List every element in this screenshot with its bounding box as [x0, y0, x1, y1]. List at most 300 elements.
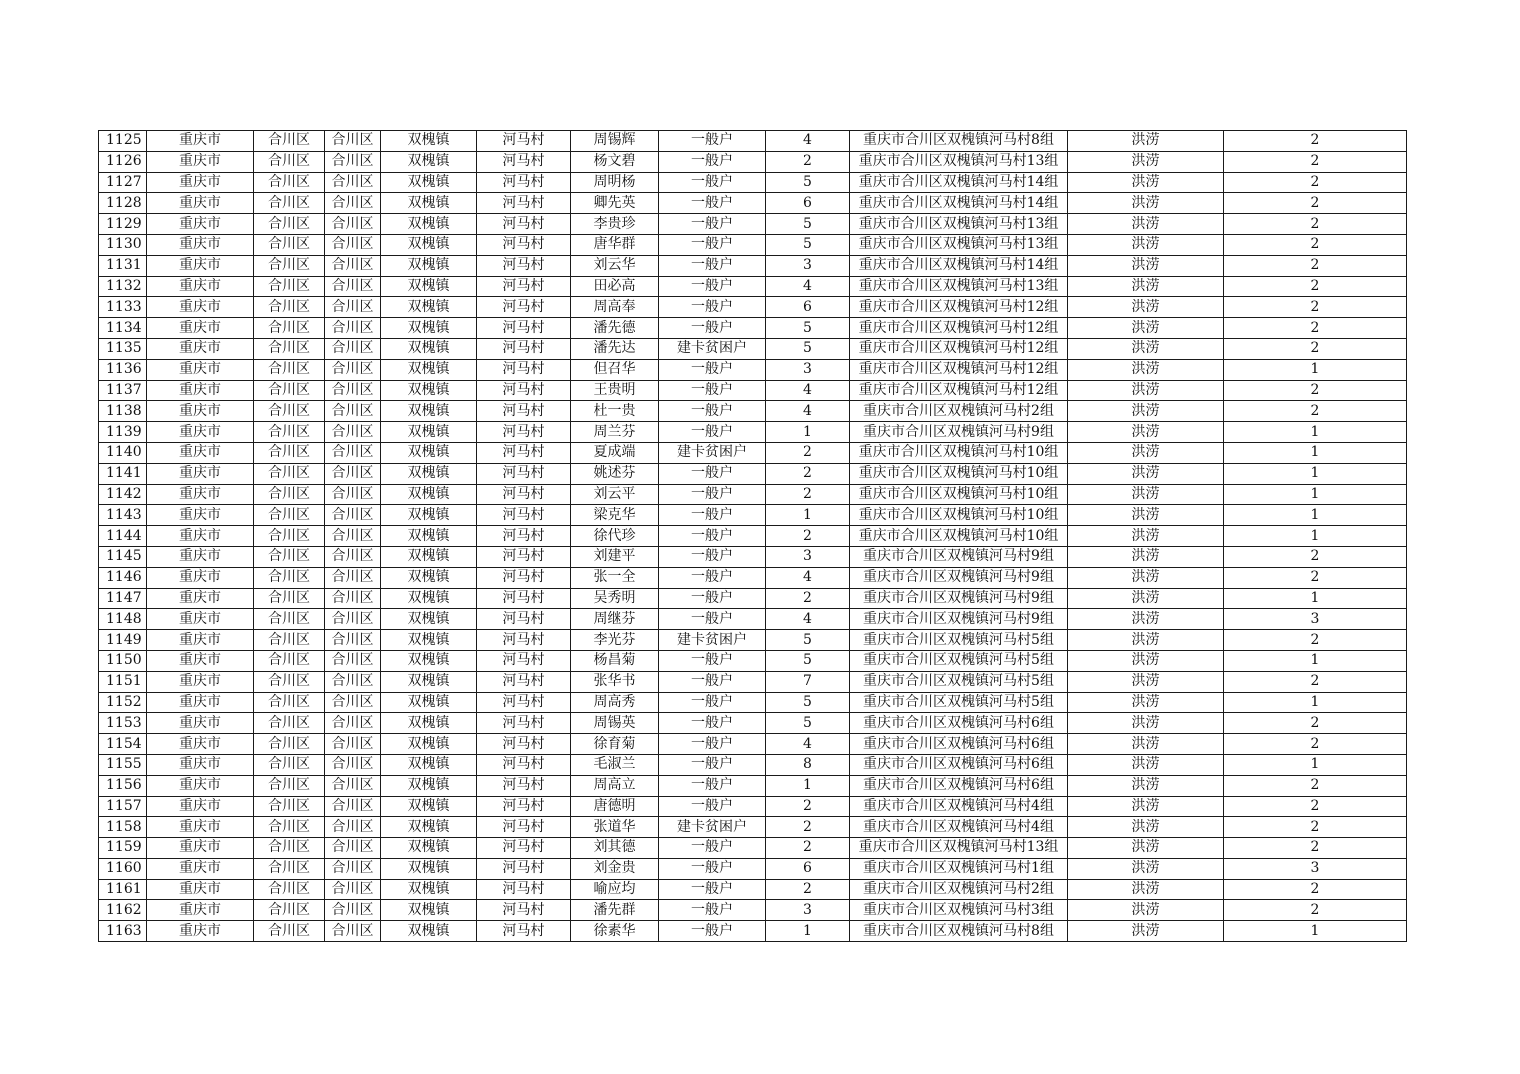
village-cell: 河马村 — [477, 754, 571, 775]
name-cell: 徐代珍 — [571, 526, 659, 547]
town-cell: 双槐镇 — [381, 380, 477, 401]
village-cell: 河马村 — [477, 338, 571, 359]
county-cell: 合川区 — [325, 858, 381, 879]
disaster-type-cell: 洪涝 — [1068, 214, 1224, 235]
address-cell: 重庆市合川区双槐镇河马村9组 — [850, 588, 1068, 609]
household-type-cell: 一般户 — [659, 380, 766, 401]
county-cell: 合川区 — [325, 650, 381, 671]
district-cell: 合川区 — [254, 442, 325, 463]
household-type-cell: 一般户 — [659, 692, 766, 713]
household-type-cell: 一般户 — [659, 151, 766, 172]
town-cell: 双槐镇 — [381, 546, 477, 567]
table-row — [99, 734, 1407, 755]
name-cell: 卿先英 — [571, 193, 659, 214]
district-cell: 合川区 — [254, 422, 325, 443]
district-cell: 合川区 — [254, 775, 325, 796]
damage-level-cell: 1 — [1224, 921, 1407, 942]
table-row — [99, 713, 1407, 734]
seq-cell: 1140 — [99, 442, 147, 463]
name-cell: 杨文碧 — [571, 151, 659, 172]
name-cell: 刘建平 — [571, 546, 659, 567]
disaster-type-cell: 洪涝 — [1068, 338, 1224, 359]
table-row — [99, 214, 1407, 235]
name-cell: 吴秀明 — [571, 588, 659, 609]
seq-cell: 1154 — [99, 734, 147, 755]
name-cell: 梁克华 — [571, 505, 659, 526]
table-row — [99, 858, 1407, 879]
village-cell: 河马村 — [477, 526, 571, 547]
disaster-type-cell: 洪涝 — [1068, 713, 1224, 734]
village-cell: 河马村 — [477, 796, 571, 817]
name-cell: 杜一贵 — [571, 401, 659, 422]
member-count-cell: 6 — [766, 297, 850, 318]
village-cell: 河马村 — [477, 276, 571, 297]
village-cell: 河马村 — [477, 380, 571, 401]
seq-cell: 1147 — [99, 588, 147, 609]
address-cell: 重庆市合川区双槐镇河马村6组 — [850, 713, 1068, 734]
city-cell: 重庆市 — [147, 630, 254, 651]
village-cell: 河马村 — [477, 900, 571, 921]
address-cell: 重庆市合川区双槐镇河马村9组 — [850, 567, 1068, 588]
city-cell: 重庆市 — [147, 484, 254, 505]
table-row — [99, 609, 1407, 630]
address-cell: 重庆市合川区双槐镇河马村5组 — [850, 650, 1068, 671]
disaster-type-cell: 洪涝 — [1068, 505, 1224, 526]
county-cell: 合川区 — [325, 692, 381, 713]
city-cell: 重庆市 — [147, 546, 254, 567]
disaster-type-cell: 洪涝 — [1068, 588, 1224, 609]
village-cell: 河马村 — [477, 442, 571, 463]
town-cell: 双槐镇 — [381, 484, 477, 505]
member-count-cell: 3 — [766, 900, 850, 921]
table-row — [99, 796, 1407, 817]
city-cell: 重庆市 — [147, 401, 254, 422]
disaster-type-cell: 洪涝 — [1068, 692, 1224, 713]
address-cell: 重庆市合川区双槐镇河马村4组 — [850, 796, 1068, 817]
district-cell: 合川区 — [254, 692, 325, 713]
member-count-cell: 5 — [766, 338, 850, 359]
city-cell: 重庆市 — [147, 318, 254, 339]
household-type-cell: 一般户 — [659, 775, 766, 796]
household-type-cell: 一般户 — [659, 422, 766, 443]
address-cell: 重庆市合川区双槐镇河马村12组 — [850, 359, 1068, 380]
table-row — [99, 380, 1407, 401]
household-type-cell: 一般户 — [659, 879, 766, 900]
member-count-cell: 4 — [766, 609, 850, 630]
member-count-cell: 3 — [766, 255, 850, 276]
seq-cell: 1152 — [99, 692, 147, 713]
seq-cell: 1151 — [99, 671, 147, 692]
district-cell: 合川区 — [254, 255, 325, 276]
county-cell: 合川区 — [325, 526, 381, 547]
district-cell: 合川区 — [254, 234, 325, 255]
city-cell: 重庆市 — [147, 817, 254, 838]
city-cell: 重庆市 — [147, 796, 254, 817]
address-cell: 重庆市合川区双槐镇河马村4组 — [850, 817, 1068, 838]
address-cell: 重庆市合川区双槐镇河马村3组 — [850, 900, 1068, 921]
address-cell: 重庆市合川区双槐镇河马村10组 — [850, 526, 1068, 547]
disaster-type-cell: 洪涝 — [1068, 900, 1224, 921]
district-cell: 合川区 — [254, 713, 325, 734]
household-type-cell: 一般户 — [659, 546, 766, 567]
disaster-type-cell: 洪涝 — [1068, 650, 1224, 671]
seq-cell: 1127 — [99, 172, 147, 193]
household-type-cell: 一般户 — [659, 858, 766, 879]
damage-level-cell: 3 — [1224, 858, 1407, 879]
damage-level-cell: 2 — [1224, 318, 1407, 339]
town-cell: 双槐镇 — [381, 338, 477, 359]
village-cell: 河马村 — [477, 879, 571, 900]
village-cell: 河马村 — [477, 671, 571, 692]
damage-level-cell: 1 — [1224, 588, 1407, 609]
member-count-cell: 2 — [766, 526, 850, 547]
seq-cell: 1162 — [99, 900, 147, 921]
household-type-cell: 一般户 — [659, 796, 766, 817]
damage-level-cell: 2 — [1224, 234, 1407, 255]
county-cell: 合川区 — [325, 131, 381, 152]
district-cell: 合川区 — [254, 318, 325, 339]
disaster-type-cell: 洪涝 — [1068, 838, 1224, 859]
district-cell: 合川区 — [254, 546, 325, 567]
village-cell: 河马村 — [477, 775, 571, 796]
town-cell: 双槐镇 — [381, 734, 477, 755]
city-cell: 重庆市 — [147, 276, 254, 297]
address-cell: 重庆市合川区双槐镇河马村10组 — [850, 442, 1068, 463]
village-cell: 河马村 — [477, 692, 571, 713]
disaster-type-cell: 洪涝 — [1068, 193, 1224, 214]
district-cell: 合川区 — [254, 297, 325, 318]
name-cell: 李光芬 — [571, 630, 659, 651]
table-row — [99, 401, 1407, 422]
member-count-cell: 6 — [766, 193, 850, 214]
household-type-cell: 建卡贫困户 — [659, 817, 766, 838]
address-cell: 重庆市合川区双槐镇河马村13组 — [850, 276, 1068, 297]
city-cell: 重庆市 — [147, 380, 254, 401]
town-cell: 双槐镇 — [381, 234, 477, 255]
name-cell: 唐华群 — [571, 234, 659, 255]
disaster-type-cell: 洪涝 — [1068, 131, 1224, 152]
household-type-cell: 一般户 — [659, 588, 766, 609]
town-cell: 双槐镇 — [381, 401, 477, 422]
village-cell: 河马村 — [477, 630, 571, 651]
district-cell: 合川区 — [254, 900, 325, 921]
disaster-type-cell: 洪涝 — [1068, 858, 1224, 879]
disaster-type-cell: 洪涝 — [1068, 630, 1224, 651]
town-cell: 双槐镇 — [381, 442, 477, 463]
address-cell: 重庆市合川区双槐镇河马村13组 — [850, 151, 1068, 172]
district-cell: 合川区 — [254, 609, 325, 630]
damage-level-cell: 1 — [1224, 754, 1407, 775]
seq-cell: 1128 — [99, 193, 147, 214]
address-cell: 重庆市合川区双槐镇河马村9组 — [850, 422, 1068, 443]
seq-cell: 1135 — [99, 338, 147, 359]
address-cell: 重庆市合川区双槐镇河马村2组 — [850, 879, 1068, 900]
name-cell: 毛淑兰 — [571, 754, 659, 775]
damage-level-cell: 2 — [1224, 276, 1407, 297]
disaster-type-cell: 洪涝 — [1068, 775, 1224, 796]
address-cell: 重庆市合川区双槐镇河马村5组 — [850, 630, 1068, 651]
district-cell: 合川区 — [254, 879, 325, 900]
disaster-type-cell: 洪涝 — [1068, 921, 1224, 942]
seq-cell: 1141 — [99, 463, 147, 484]
table-row — [99, 359, 1407, 380]
county-cell: 合川区 — [325, 817, 381, 838]
county-cell: 合川区 — [325, 734, 381, 755]
town-cell: 双槐镇 — [381, 796, 477, 817]
damage-level-cell: 2 — [1224, 151, 1407, 172]
name-cell: 周锡辉 — [571, 131, 659, 152]
county-cell: 合川区 — [325, 255, 381, 276]
member-count-cell: 5 — [766, 172, 850, 193]
damage-level-cell: 2 — [1224, 193, 1407, 214]
damage-level-cell: 2 — [1224, 255, 1407, 276]
county-cell: 合川区 — [325, 900, 381, 921]
damage-level-cell: 2 — [1224, 131, 1407, 152]
county-cell: 合川区 — [325, 214, 381, 235]
address-cell: 重庆市合川区双槐镇河马村10组 — [850, 463, 1068, 484]
district-cell: 合川区 — [254, 151, 325, 172]
city-cell: 重庆市 — [147, 900, 254, 921]
village-cell: 河马村 — [477, 713, 571, 734]
household-type-cell: 一般户 — [659, 900, 766, 921]
village-cell: 河马村 — [477, 921, 571, 942]
city-cell: 重庆市 — [147, 526, 254, 547]
table-row — [99, 172, 1407, 193]
member-count-cell: 4 — [766, 380, 850, 401]
name-cell: 张道华 — [571, 817, 659, 838]
table-row — [99, 775, 1407, 796]
member-count-cell: 2 — [766, 151, 850, 172]
damage-level-cell: 2 — [1224, 775, 1407, 796]
damage-level-cell: 2 — [1224, 214, 1407, 235]
household-type-cell: 一般户 — [659, 297, 766, 318]
town-cell: 双槐镇 — [381, 526, 477, 547]
member-count-cell: 5 — [766, 692, 850, 713]
county-cell: 合川区 — [325, 380, 381, 401]
seq-cell: 1146 — [99, 567, 147, 588]
damage-level-cell: 1 — [1224, 692, 1407, 713]
household-table — [98, 130, 1407, 942]
name-cell: 徐素华 — [571, 921, 659, 942]
address-cell: 重庆市合川区双槐镇河马村5组 — [850, 692, 1068, 713]
city-cell: 重庆市 — [147, 567, 254, 588]
city-cell: 重庆市 — [147, 650, 254, 671]
town-cell: 双槐镇 — [381, 193, 477, 214]
damage-level-cell: 2 — [1224, 817, 1407, 838]
district-cell: 合川区 — [254, 754, 325, 775]
name-cell: 潘先德 — [571, 318, 659, 339]
town-cell: 双槐镇 — [381, 131, 477, 152]
name-cell: 田必高 — [571, 276, 659, 297]
member-count-cell: 1 — [766, 921, 850, 942]
damage-level-cell: 1 — [1224, 463, 1407, 484]
town-cell: 双槐镇 — [381, 422, 477, 443]
damage-level-cell: 2 — [1224, 567, 1407, 588]
damage-level-cell: 2 — [1224, 900, 1407, 921]
household-type-cell: 一般户 — [659, 526, 766, 547]
county-cell: 合川区 — [325, 193, 381, 214]
disaster-type-cell: 洪涝 — [1068, 276, 1224, 297]
town-cell: 双槐镇 — [381, 838, 477, 859]
district-cell: 合川区 — [254, 817, 325, 838]
table-row — [99, 442, 1407, 463]
county-cell: 合川区 — [325, 401, 381, 422]
county-cell: 合川区 — [325, 463, 381, 484]
address-cell: 重庆市合川区双槐镇河马村13组 — [850, 214, 1068, 235]
table-row — [99, 318, 1407, 339]
damage-level-cell: 3 — [1224, 609, 1407, 630]
district-cell: 合川区 — [254, 567, 325, 588]
town-cell: 双槐镇 — [381, 359, 477, 380]
town-cell: 双槐镇 — [381, 151, 477, 172]
district-cell: 合川区 — [254, 505, 325, 526]
district-cell: 合川区 — [254, 858, 325, 879]
town-cell: 双槐镇 — [381, 754, 477, 775]
disaster-type-cell: 洪涝 — [1068, 172, 1224, 193]
seq-cell: 1132 — [99, 276, 147, 297]
town-cell: 双槐镇 — [381, 817, 477, 838]
disaster-type-cell: 洪涝 — [1068, 359, 1224, 380]
village-cell: 河马村 — [477, 609, 571, 630]
damage-level-cell: 2 — [1224, 630, 1407, 651]
damage-level-cell: 2 — [1224, 879, 1407, 900]
household-type-cell: 一般户 — [659, 921, 766, 942]
household-type-cell: 一般户 — [659, 401, 766, 422]
member-count-cell: 5 — [766, 713, 850, 734]
city-cell: 重庆市 — [147, 734, 254, 755]
member-count-cell: 2 — [766, 588, 850, 609]
seq-cell: 1133 — [99, 297, 147, 318]
town-cell: 双槐镇 — [381, 567, 477, 588]
address-cell: 重庆市合川区双槐镇河马村10组 — [850, 484, 1068, 505]
city-cell: 重庆市 — [147, 193, 254, 214]
damage-level-cell: 2 — [1224, 401, 1407, 422]
disaster-type-cell: 洪涝 — [1068, 234, 1224, 255]
city-cell: 重庆市 — [147, 131, 254, 152]
city-cell: 重庆市 — [147, 151, 254, 172]
seq-cell: 1156 — [99, 775, 147, 796]
household-type-cell: 一般户 — [659, 463, 766, 484]
member-count-cell: 2 — [766, 442, 850, 463]
household-type-cell: 一般户 — [659, 838, 766, 859]
table-row — [99, 588, 1407, 609]
table-row — [99, 338, 1407, 359]
disaster-type-cell: 洪涝 — [1068, 422, 1224, 443]
household-type-cell: 一般户 — [659, 255, 766, 276]
village-cell: 河马村 — [477, 650, 571, 671]
district-cell: 合川区 — [254, 131, 325, 152]
table-row — [99, 463, 1407, 484]
damage-level-cell: 2 — [1224, 338, 1407, 359]
address-cell: 重庆市合川区双槐镇河马村13组 — [850, 234, 1068, 255]
city-cell: 重庆市 — [147, 297, 254, 318]
table-row — [99, 131, 1407, 152]
city-cell: 重庆市 — [147, 879, 254, 900]
district-cell: 合川区 — [254, 276, 325, 297]
name-cell: 李贵珍 — [571, 214, 659, 235]
table-row — [99, 900, 1407, 921]
name-cell: 王贵明 — [571, 380, 659, 401]
county-cell: 合川区 — [325, 318, 381, 339]
city-cell: 重庆市 — [147, 692, 254, 713]
table-row — [99, 838, 1407, 859]
damage-level-cell: 2 — [1224, 713, 1407, 734]
district-cell: 合川区 — [254, 526, 325, 547]
district-cell: 合川区 — [254, 338, 325, 359]
household-type-cell: 一般户 — [659, 505, 766, 526]
address-cell: 重庆市合川区双槐镇河马村14组 — [850, 255, 1068, 276]
address-cell: 重庆市合川区双槐镇河马村6组 — [850, 734, 1068, 755]
disaster-type-cell: 洪涝 — [1068, 318, 1224, 339]
disaster-type-cell: 洪涝 — [1068, 297, 1224, 318]
village-cell: 河马村 — [477, 172, 571, 193]
household-type-cell: 建卡贫困户 — [659, 338, 766, 359]
district-cell: 合川区 — [254, 921, 325, 942]
member-count-cell: 7 — [766, 671, 850, 692]
town-cell: 双槐镇 — [381, 775, 477, 796]
household-type-cell: 建卡贫困户 — [659, 442, 766, 463]
table-row — [99, 276, 1407, 297]
seq-cell: 1158 — [99, 817, 147, 838]
member-count-cell: 2 — [766, 817, 850, 838]
damage-level-cell: 2 — [1224, 671, 1407, 692]
household-type-cell: 一般户 — [659, 484, 766, 505]
city-cell: 重庆市 — [147, 588, 254, 609]
county-cell: 合川区 — [325, 172, 381, 193]
city-cell: 重庆市 — [147, 713, 254, 734]
table-row — [99, 234, 1407, 255]
disaster-type-cell: 洪涝 — [1068, 546, 1224, 567]
member-count-cell: 2 — [766, 838, 850, 859]
table-row — [99, 692, 1407, 713]
household-type-cell: 一般户 — [659, 276, 766, 297]
address-cell: 重庆市合川区双槐镇河马村8组 — [850, 131, 1068, 152]
district-cell: 合川区 — [254, 401, 325, 422]
city-cell: 重庆市 — [147, 754, 254, 775]
table-row — [99, 879, 1407, 900]
town-cell: 双槐镇 — [381, 921, 477, 942]
member-count-cell: 2 — [766, 796, 850, 817]
household-type-cell: 一般户 — [659, 713, 766, 734]
damage-level-cell: 2 — [1224, 297, 1407, 318]
disaster-type-cell: 洪涝 — [1068, 734, 1224, 755]
address-cell: 重庆市合川区双槐镇河马村10组 — [850, 505, 1068, 526]
seq-cell: 1163 — [99, 921, 147, 942]
village-cell: 河马村 — [477, 297, 571, 318]
city-cell: 重庆市 — [147, 172, 254, 193]
household-type-cell: 一般户 — [659, 193, 766, 214]
address-cell: 重庆市合川区双槐镇河马村9组 — [850, 609, 1068, 630]
name-cell: 刘云华 — [571, 255, 659, 276]
seq-cell: 1150 — [99, 650, 147, 671]
table-row — [99, 630, 1407, 651]
seq-cell: 1145 — [99, 546, 147, 567]
name-cell: 周兰芬 — [571, 422, 659, 443]
table-row — [99, 671, 1407, 692]
district-cell: 合川区 — [254, 193, 325, 214]
table-row — [99, 505, 1407, 526]
seq-cell: 1130 — [99, 234, 147, 255]
damage-level-cell: 2 — [1224, 734, 1407, 755]
household-type-cell: 一般户 — [659, 172, 766, 193]
village-cell: 河马村 — [477, 734, 571, 755]
address-cell: 重庆市合川区双槐镇河马村6组 — [850, 775, 1068, 796]
table-row — [99, 422, 1407, 443]
village-cell: 河马村 — [477, 359, 571, 380]
district-cell: 合川区 — [254, 671, 325, 692]
county-cell: 合川区 — [325, 442, 381, 463]
town-cell: 双槐镇 — [381, 255, 477, 276]
